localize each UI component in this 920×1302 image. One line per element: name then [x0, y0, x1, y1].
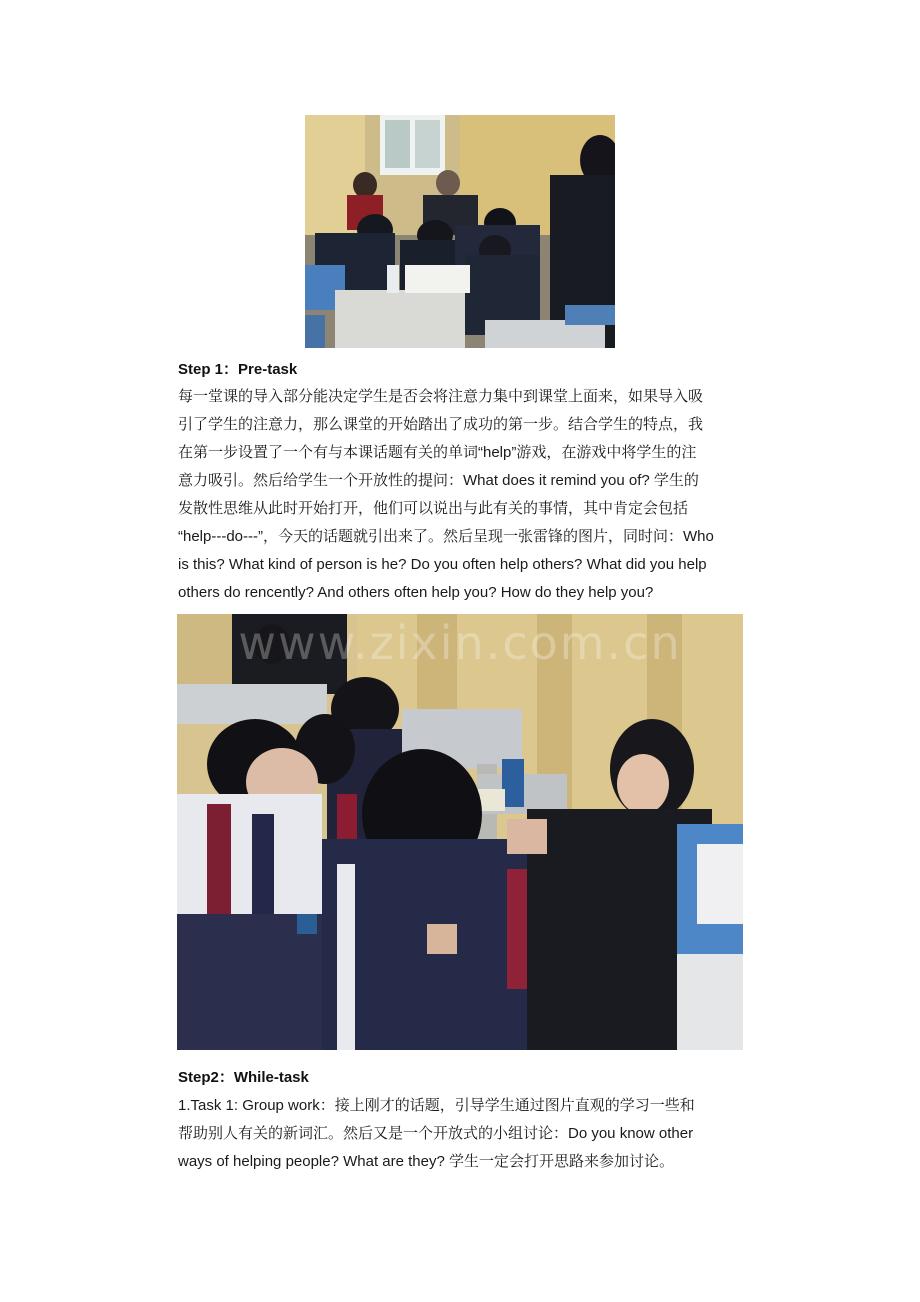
- step2-heading: Step2：While-task: [178, 1069, 309, 1086]
- step1-line-8: others do rencently? And others often help you? How do they help you?: [178, 584, 654, 601]
- step2-line-3: ways of helping people? What are they? 学生一定会打开思路来参加讨论。: [178, 1153, 675, 1170]
- step1-line-7: is this? What kind of person is he? Do you often help others? What did you help: [178, 556, 707, 573]
- step1-line-6: “help---do---”，今天的话题就引出来了。然后呈现一张雷锋的图片，同时问：Who: [178, 528, 714, 545]
- step1-line-4: 意力吸引。然后给学生一个开放性的提问：What does it remind you of? 学生的: [178, 472, 699, 489]
- classroom-photo-1: [305, 115, 615, 348]
- classroom-photo-1-image: [305, 115, 615, 348]
- step1-line-2: 引了学生的注意力，那么课堂的开始踏出了成功的第一步。结合学生的特点，我: [178, 416, 704, 433]
- classroom-photo-2: [177, 614, 743, 1050]
- step1-line-1: 每一堂课的导入部分能决定学生是否会将注意力集中到课堂上面来，如果导入吸: [178, 388, 704, 405]
- step1-heading: Step 1：Pre-task: [178, 361, 298, 378]
- step1-line-5: 发散性思维从此时开始打开，他们可以说出与此有关的事情，其中肯定会包括: [178, 500, 689, 517]
- step1-line-3: 在第一步设置了一个有与本课话题有关的单词“help”游戏，在游戏中将学生的注: [178, 444, 697, 461]
- watermark: www.zixin.com.cn: [238, 616, 682, 670]
- step2-line-1: 1.Task 1: Group work：接上刚才的话题，引导学生通过图片直观的学习一些和: [178, 1097, 695, 1114]
- step2-line-2: 帮助别人有关的新词汇。然后又是一个开放式的小组讨论：Do you know other: [178, 1125, 694, 1142]
- classroom-photo-2-image: [177, 614, 743, 1050]
